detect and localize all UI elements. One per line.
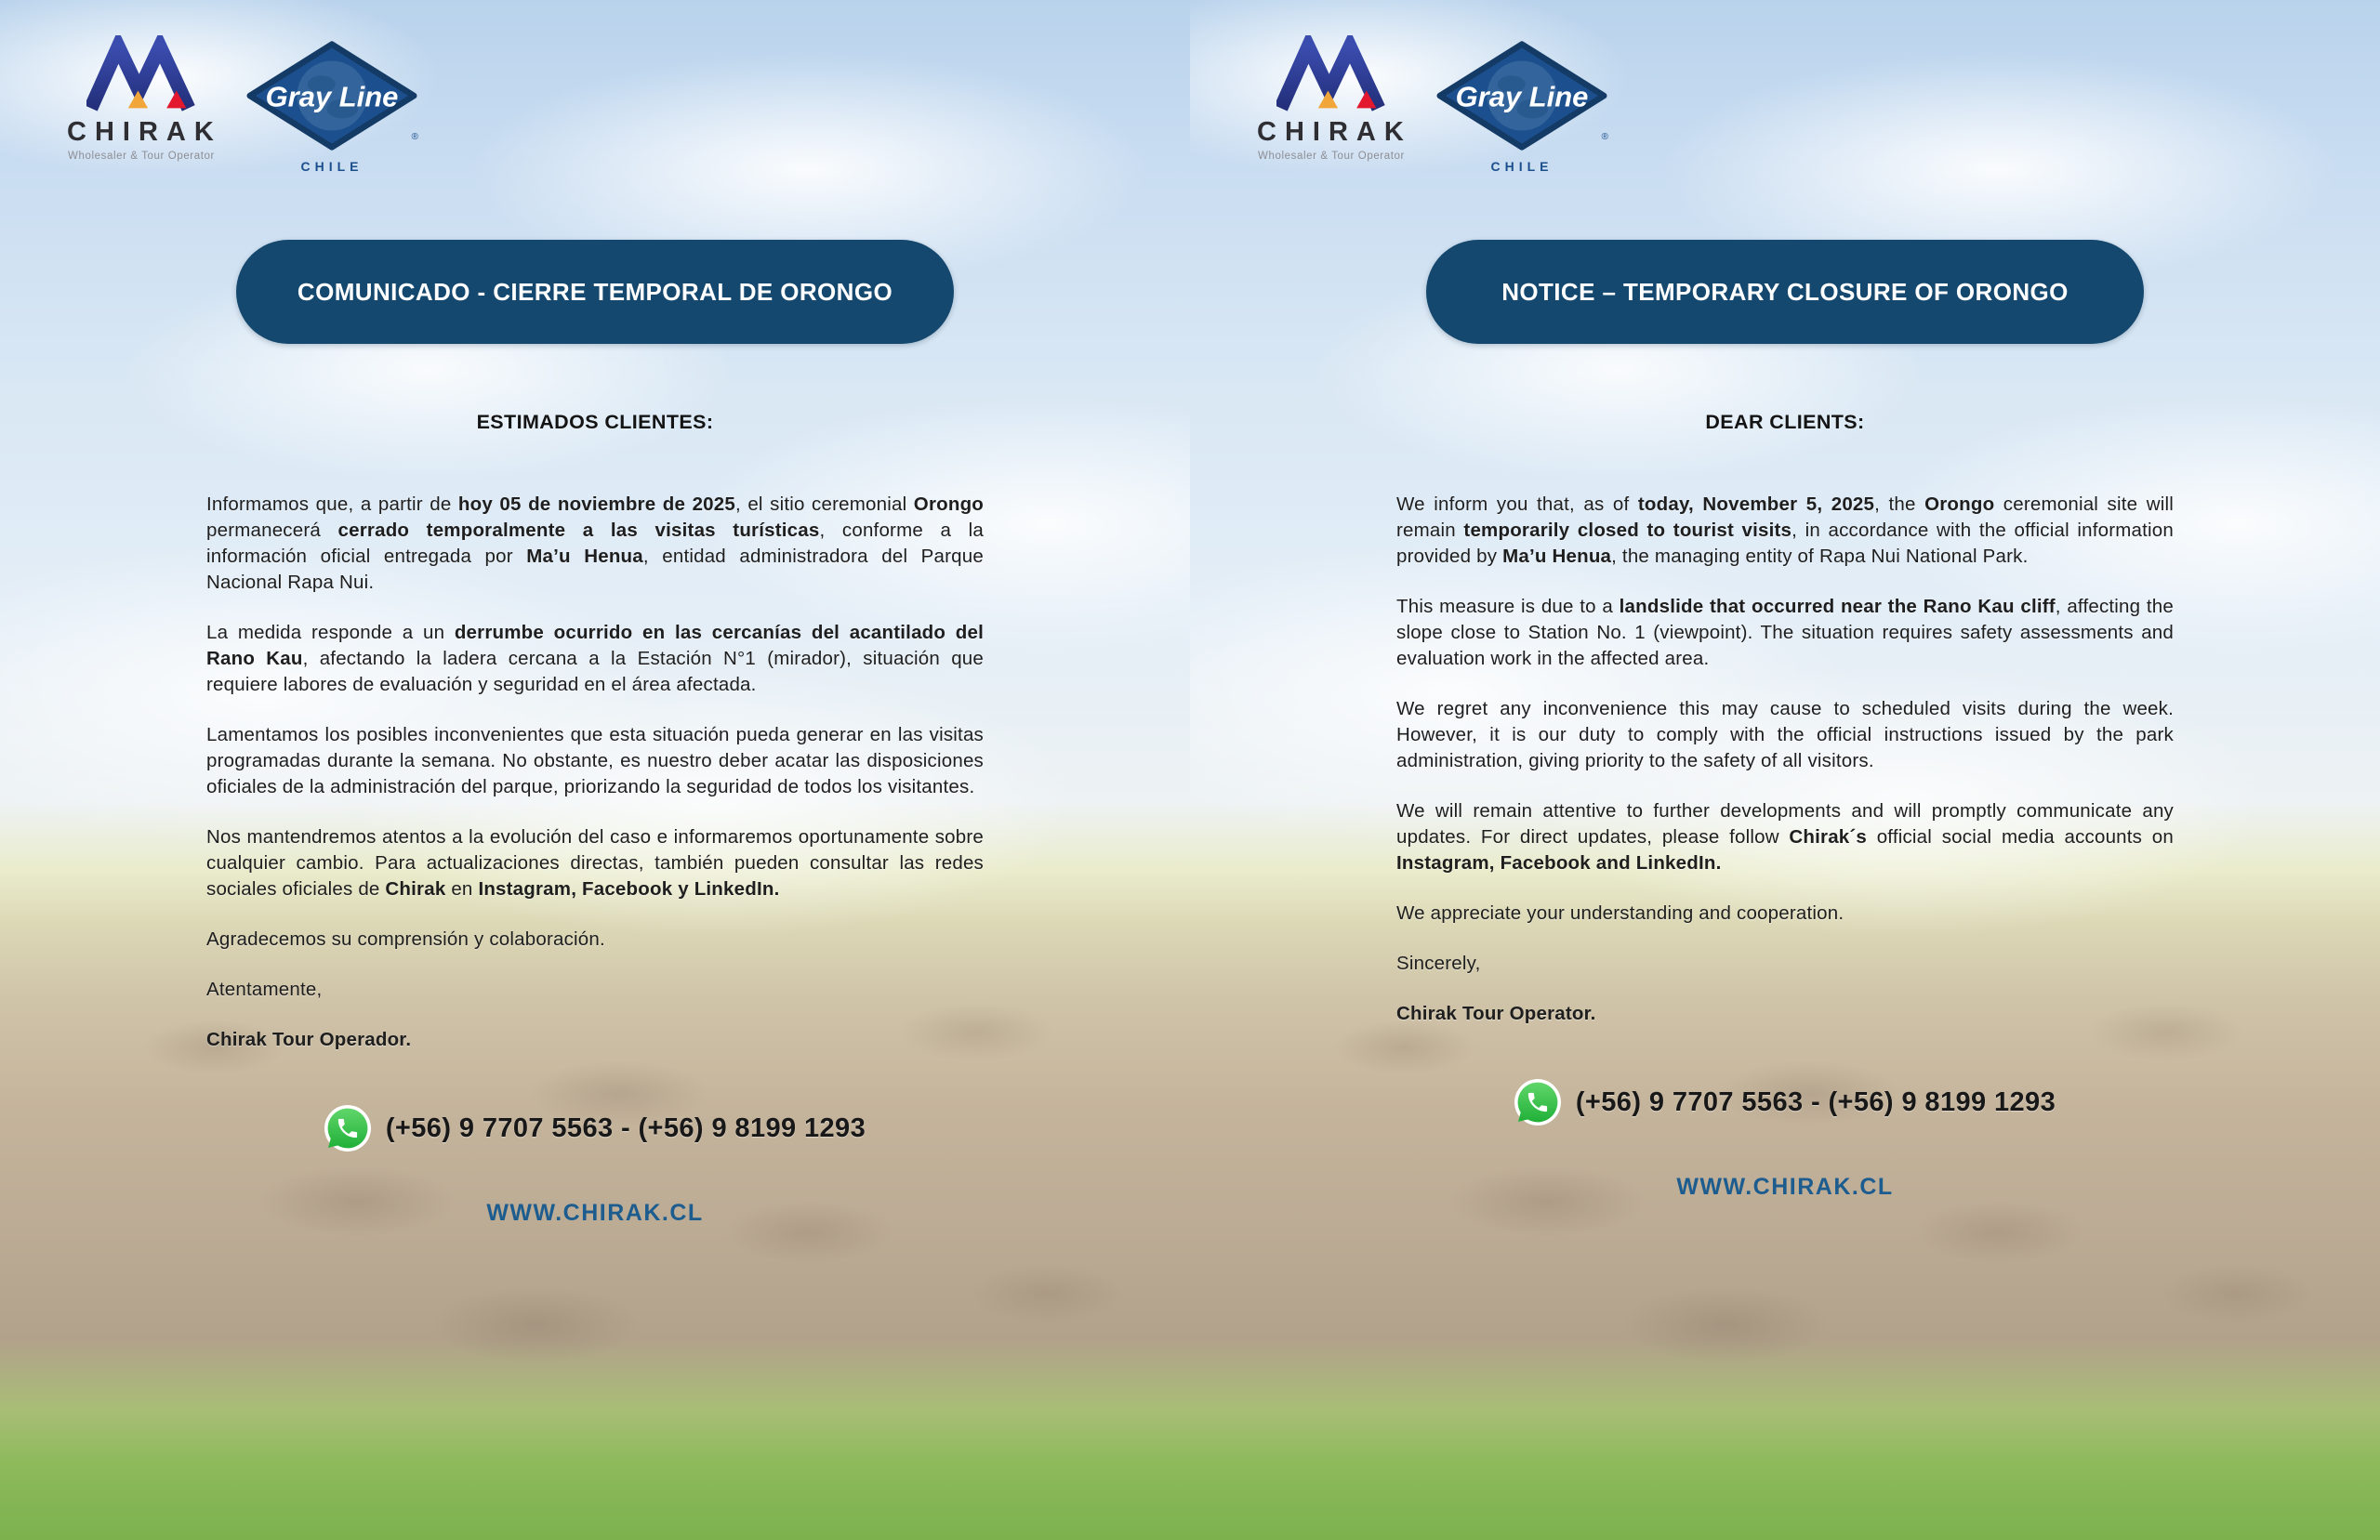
whatsapp-icon xyxy=(1514,1079,1561,1125)
registered-mark: ® xyxy=(411,132,418,142)
website-link-es[interactable]: WWW.CHIRAK.CL xyxy=(486,1200,704,1226)
whatsapp-contact-en[interactable] xyxy=(1190,1079,2380,1125)
chirak-logo-name: CHIRAK xyxy=(67,117,222,147)
grayline-logo xyxy=(1434,39,1610,174)
salutation-es: ESTIMADOS CLIENTES: xyxy=(476,411,714,433)
notice-banner-en xyxy=(1426,240,2144,344)
chirak-logo-tagline: Wholesaler & Tour Operator xyxy=(1258,151,1405,162)
grayline-diamond-icon xyxy=(244,39,420,152)
signature-line: Chirak Tour Operator. xyxy=(1396,1003,1596,1024)
phone-numbers[interactable]: (+56) 9 7707 5563 - (+56) 9 8199 1293 xyxy=(385,1112,866,1143)
chirak-logo xyxy=(1257,35,1412,162)
svg-text:Gray Line: Gray Line xyxy=(1455,80,1589,113)
logo-row xyxy=(67,35,420,174)
closing-line: Sincerely, xyxy=(1396,953,1481,974)
paragraph: This measure is due to a landslide that occurred near the Rano Kau cliff, affecting the slope close to Station No. 1 (viewpoint). The situation requires safety assessments and evaluation work in the affected area. xyxy=(1396,596,2175,669)
paragraph: Lamentamos los posibles inconvenientes que esta situación pueda generar en las visitas programadas durante la semana. No obstante, es nuestro deber acatar las disposiciones oficiales de la administración del parque, priorizando la seguridad de todos los visitantes. xyxy=(206,724,984,797)
chirak-logo-tagline: Wholesaler & Tour Operator xyxy=(68,151,215,162)
paragraph: Nos mantendremos atentos a la evolución del caso e informaremos oportunamente sobre cualquier cambio. Para actualizaciones directas, también pueden consultar las redes sociales oficiales de Chirak en Instagram, Facebook y LinkedIn. xyxy=(206,826,984,900)
paragraph: We inform you that, as of today, November 5, 2025, the Orongo ceremonial site will remain temporarily closed to tourist visits, in accordance with the official information provided by Ma’u Henua, the managing entity of Rapa Nui National Park. xyxy=(1396,494,2174,567)
signature-line: Chirak Tour Operador. xyxy=(206,1029,412,1050)
paragraph: Informamos que, a partir de hoy 05 de noviembre de 2025, el sitio ceremonial Orongo permanecerá cerrado temporalmente a las visitas turísticas, conforme a la información oficial entregada por Ma’u Henua, entidad administradora del Parque Nacional Rapa Nui. xyxy=(206,494,985,593)
notice-banner-es xyxy=(236,240,954,344)
body-es xyxy=(206,492,984,1053)
grayline-logo xyxy=(244,39,420,174)
salutation-en: DEAR CLIENTS: xyxy=(1705,411,1865,433)
logo-row xyxy=(1257,35,1610,174)
chirak-logo xyxy=(67,35,222,162)
chirak-logo-name: CHIRAK xyxy=(1257,117,1412,147)
chirak-mountain-icon xyxy=(86,35,196,115)
thanks-line: We appreciate your understanding and cooperation. xyxy=(1396,902,1844,924)
whatsapp-contact-es[interactable] xyxy=(0,1105,1190,1152)
phone-numbers[interactable]: (+56) 9 7707 5563 - (+56) 9 8199 1293 xyxy=(1575,1086,2056,1117)
notice-banner-en-text: NOTICE – TEMPORARY CLOSURE OF ORONGO xyxy=(1501,277,2069,306)
body-en xyxy=(1396,492,2174,1027)
grayline-country-label: CHILE xyxy=(300,159,364,174)
paragraph: We will remain attentive to further developments and will promptly communicate any updates. For direct updates, please follow Chirak´s official social media accounts on Instagram, Facebook and LinkedIn. xyxy=(1396,800,2174,874)
page-english xyxy=(1190,0,2380,1540)
grayline-diamond-icon xyxy=(1434,39,1610,152)
thanks-line: Agradecemos su comprensión y colaboración. xyxy=(206,928,605,950)
chirak-mountain-icon xyxy=(1276,35,1386,115)
whatsapp-icon xyxy=(324,1105,371,1152)
notice-banner-es-text: COMUNICADO - CIERRE TEMPORAL DE ORONGO xyxy=(297,277,893,306)
paragraph: La medida responde a un derrumbe ocurrido en las cercanías del acantilado del Rano Kau, afectando la ladera cercana a la Estación N°1 (mirador), situación que requiere labores de evaluación y seguridad en el área afectada. xyxy=(206,622,984,695)
closing-line: Atentamente, xyxy=(206,979,323,1000)
svg-text:Gray Line: Gray Line xyxy=(265,80,399,113)
paragraph: We regret any inconvenience this may cause to scheduled visits during the week. However, it is our duty to comply with the official instructions issued by the park administration, giving priority to the safety of all visitors. xyxy=(1396,698,2174,771)
website-link-en[interactable]: WWW.CHIRAK.CL xyxy=(1676,1174,1894,1200)
registered-mark: ® xyxy=(1601,132,1608,142)
grayline-country-label: CHILE xyxy=(1490,159,1554,174)
